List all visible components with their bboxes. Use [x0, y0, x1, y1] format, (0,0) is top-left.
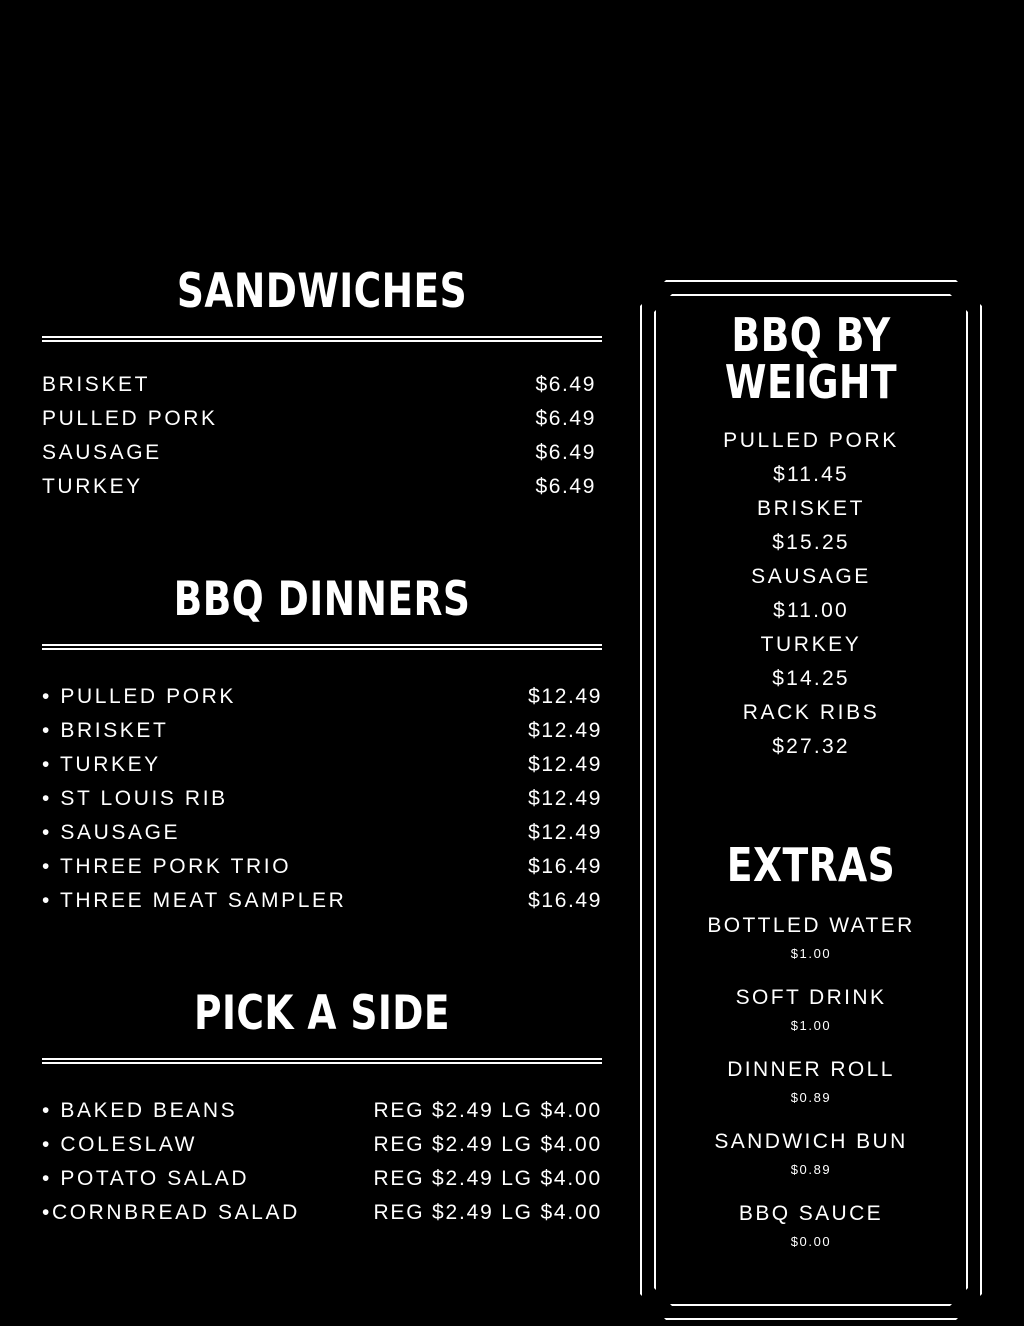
bbq-by-weight-list [676, 424, 946, 764]
list-item [42, 1128, 602, 1162]
item-name: • BRISKET [42, 718, 169, 742]
section-title-bbq-by-weight: BBQ BY WEIGHT [724, 308, 898, 409]
section-title-pick-a-side: PICK A SIDE [194, 985, 450, 1041]
item-name: SAUSAGE [751, 564, 871, 588]
list-item [676, 911, 946, 967]
item-name: BRISKET [42, 372, 151, 396]
list-item [676, 424, 946, 492]
item-name: • TURKEY [42, 752, 161, 776]
item-name: BRISKET [756, 496, 866, 520]
item-price: $0.00 [790, 1233, 832, 1249]
item-price: $16.49 [528, 854, 602, 878]
list-item [676, 983, 946, 1039]
divider-bbq-dinners [42, 644, 602, 650]
list-item [42, 850, 602, 884]
section-bbq-dinners [42, 571, 602, 918]
item-price: $27.32 [772, 734, 850, 758]
item-name: TURKEY [42, 474, 143, 498]
list-item [676, 1127, 946, 1183]
item-price: $0.89 [790, 1089, 832, 1105]
divider-pick-a-side [42, 1058, 602, 1064]
item-price: $12.49 [528, 786, 602, 810]
item-price: $12.49 [528, 752, 602, 776]
section-title-bbq-dinners: BBQ DINNERS [173, 571, 471, 627]
extras-list [676, 911, 946, 1255]
item-name: SAUSAGE [42, 440, 162, 464]
sandwiches-list [42, 368, 602, 504]
list-item [42, 748, 602, 782]
item-price: $12.49 [528, 718, 602, 742]
item-price: $6.49 [535, 372, 596, 396]
list-item [42, 1162, 602, 1196]
item-name: •CORNBREAD SALAD [42, 1200, 300, 1224]
item-name: • SAUSAGE [42, 820, 181, 844]
item-price: $6.49 [535, 406, 596, 430]
item-price: $11.45 [773, 462, 849, 486]
item-name: • THREE PORK TRIO [42, 854, 292, 878]
right-panel-content [654, 294, 968, 1306]
item-price: $14.25 [772, 666, 850, 690]
spacer [42, 504, 602, 576]
extras-title-wrap [676, 837, 946, 892]
item-price: $16.49 [528, 888, 602, 912]
item-name: • PULLED PORK [42, 684, 237, 708]
item-price: REG $2.49 LG $4.00 [373, 1166, 602, 1190]
item-price: $0.89 [790, 1161, 832, 1177]
item-name: PULLED PORK [42, 406, 218, 430]
list-item [676, 628, 946, 696]
item-name: TURKEY [760, 632, 862, 656]
list-item [676, 1199, 946, 1255]
item-name: • ST LOUIS RIB [42, 786, 228, 810]
list-item [676, 696, 946, 764]
item-name: RACK RIBS [742, 700, 880, 724]
item-name: SOFT DRINK [735, 985, 887, 1009]
list-item [42, 368, 602, 402]
item-price: REG $2.49 LG $4.00 [373, 1200, 602, 1224]
item-price: $6.49 [535, 474, 596, 498]
divider-sandwiches [42, 336, 602, 342]
list-item [42, 816, 602, 850]
item-name: • COLESLAW [42, 1132, 198, 1156]
item-price: REG $2.49 LG $4.00 [373, 1098, 602, 1122]
list-item [42, 782, 602, 816]
list-item [42, 884, 602, 918]
item-name: SANDWICH BUN [714, 1129, 908, 1153]
list-item [42, 1196, 602, 1230]
list-item [676, 1055, 946, 1111]
item-price: $12.49 [528, 820, 602, 844]
left-column [42, 264, 602, 1230]
item-price: $11.00 [773, 598, 849, 622]
section-sandwiches [42, 264, 602, 504]
section-title-sandwiches: SANDWICHES [176, 264, 468, 319]
bbq-dinners-list [42, 680, 602, 918]
list-item [42, 470, 602, 504]
section-title-extras: EXTRAS [726, 837, 896, 892]
list-item [42, 402, 602, 436]
item-price: $6.49 [535, 440, 596, 464]
item-name: BBQ SAUCE [738, 1201, 884, 1225]
list-item [42, 680, 602, 714]
list-item [42, 436, 602, 470]
item-name: • POTATO SALAD [42, 1166, 250, 1190]
item-price: REG $2.49 LG $4.00 [373, 1132, 602, 1156]
list-item [676, 492, 946, 560]
right-panel [640, 280, 982, 1320]
sides-list [42, 1094, 602, 1230]
item-name: • THREE MEAT SAMPLER [42, 888, 347, 912]
item-price: $1.00 [790, 1017, 832, 1033]
list-item [42, 1094, 602, 1128]
item-name: PULLED PORK [723, 428, 899, 452]
item-name: DINNER ROLL [727, 1057, 895, 1081]
item-name: BOTTLED WATER [707, 913, 915, 937]
section-pick-a-side [42, 985, 602, 1230]
item-name: • BAKED BEANS [42, 1098, 238, 1122]
list-item [676, 560, 946, 628]
item-price: $12.49 [528, 684, 602, 708]
item-price: $1.00 [790, 945, 832, 961]
item-price: $15.25 [772, 530, 850, 554]
list-item [42, 714, 602, 748]
spacer [42, 918, 602, 990]
